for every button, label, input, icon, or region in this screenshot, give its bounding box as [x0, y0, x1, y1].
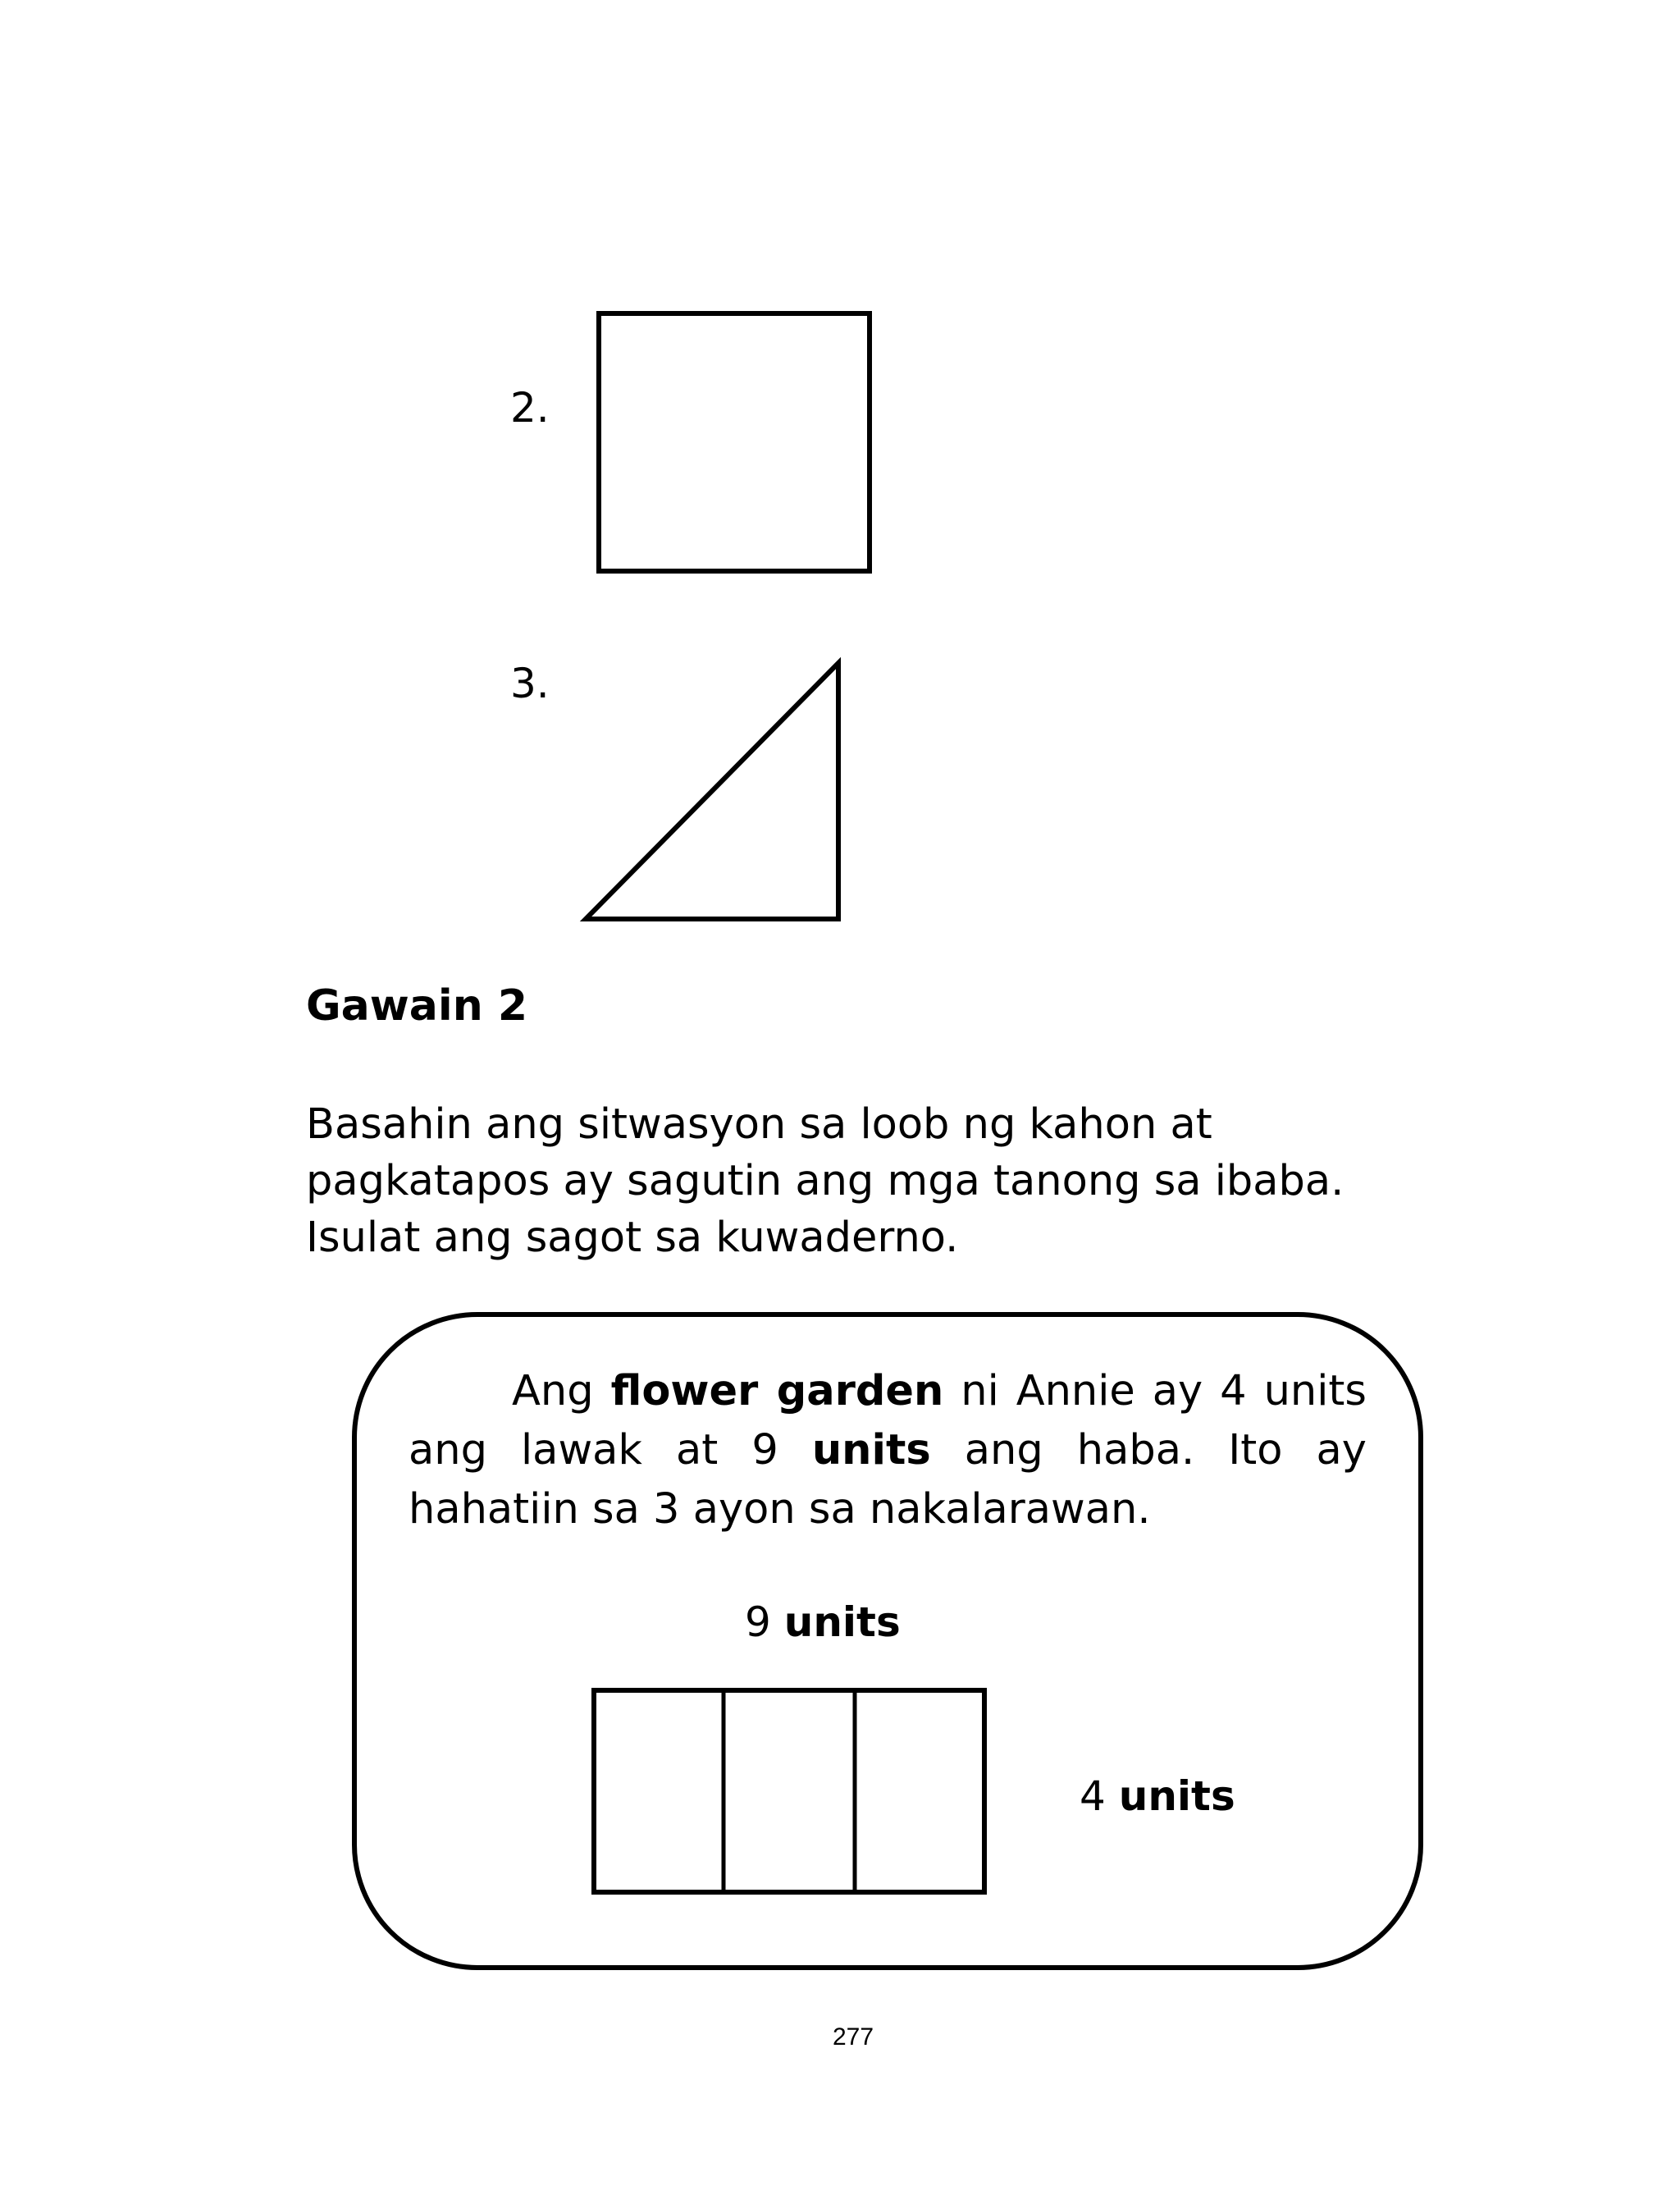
height-label: 4 units — [1080, 1772, 1235, 1820]
instructions — [306, 1096, 1471, 1266]
page-number: 277 — [832, 2023, 874, 2051]
item-number-2: 2. — [510, 384, 550, 432]
item-number-3: 3. — [510, 660, 550, 707]
section-heading: Gawain 2 — [306, 981, 528, 1031]
situation-line-3: hahatiin sa 3 ayon sa nakalarawan. — [409, 1485, 1151, 1534]
bold-phrase: flower garden — [610, 1367, 944, 1415]
situation-line-2: ang lawak at 9 units ang haba. Ito ay — [409, 1426, 1367, 1474]
width-label: 9 units — [745, 1598, 901, 1646]
instruction-line: pagkatapos ay sagutin ang mga tanong sa ibaba. — [306, 1157, 1344, 1205]
situation-paragraph — [409, 1362, 1367, 1539]
square-shape — [599, 313, 870, 571]
bold-phrase: units — [811, 1426, 931, 1474]
garden-rectangle — [594, 1690, 984, 1892]
instruction-line: Isulat ang sagot sa kuwaderno. — [306, 1214, 959, 1262]
instruction-line: Basahin ang sitwasyon sa loob ng kahon at — [306, 1100, 1212, 1149]
situation-line-1: Ang flower garden ni Annie ay 4 units — [512, 1367, 1367, 1415]
right-triangle-shape — [586, 663, 838, 919]
